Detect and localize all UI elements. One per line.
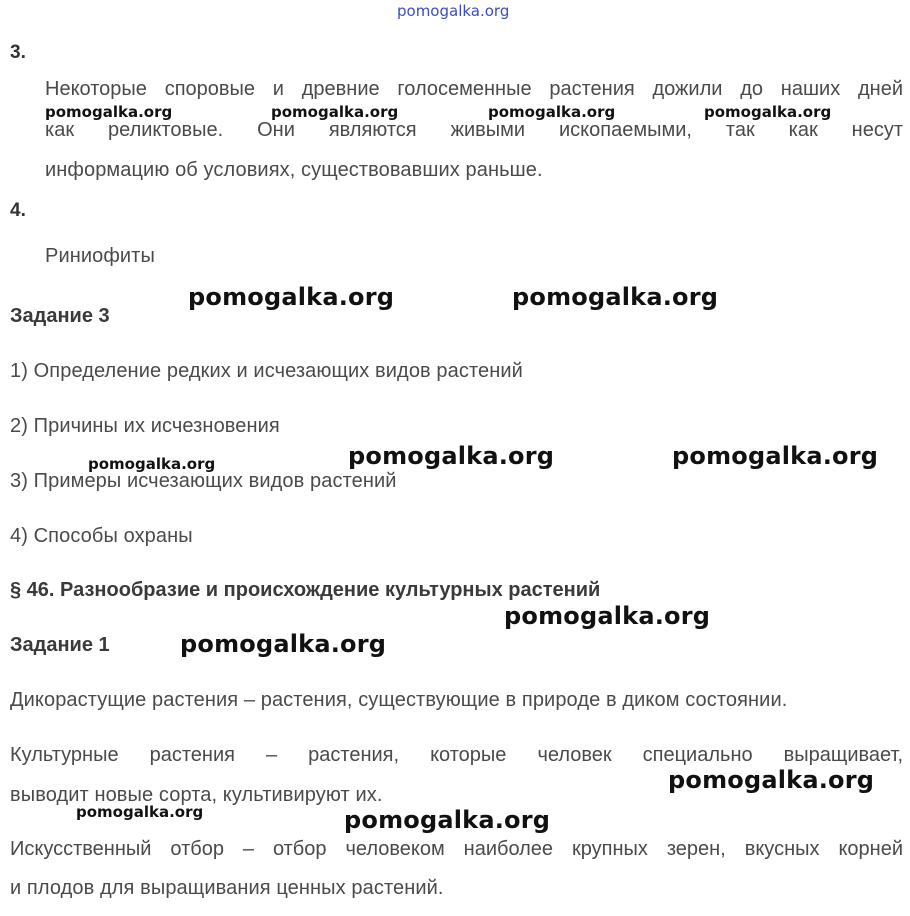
task1-title: Задание 1 [10, 634, 110, 656]
q4-answer: Риниофиты [45, 245, 155, 267]
question-number-3: 3. [10, 42, 26, 63]
section-46-title: § 46. Разнообразие и происхождение культурных растений [10, 579, 601, 601]
question-number-4: 4. [10, 200, 26, 221]
watermark: pomogalka.org [271, 103, 399, 121]
q3-line-3: информацию об условиях, существовавших раньше. [45, 159, 543, 181]
watermark: pomogalka.org [504, 602, 711, 630]
task3-title: Задание 3 [10, 305, 110, 327]
watermark: pomogalka.org [672, 442, 879, 470]
q3-line-1: Некоторые споровые и древние голосеменные растения дожили до наших дней [45, 78, 903, 100]
task3-item-4: 4) Способы охраны [10, 525, 193, 547]
task3-item-3: 3) Примеры исчезающих видов растений [10, 470, 397, 492]
watermark: pomogalka.org [488, 103, 616, 121]
watermark: pomogalka.org [180, 630, 387, 658]
task3-item-1: 1) Определение редких и исчезающих видов растений [10, 360, 523, 382]
task1-paragraph-3-line-1: Искусственный отбор – отбор человеком наиболее крупных зерен, вкусных корней [10, 838, 903, 860]
top-watermark: pomogalka.org [397, 2, 510, 20]
q3-line-2: как реликтовые. Они являются живыми ископаемыми, так как несут [45, 119, 903, 141]
task3-item-2: 2) Причины их исчезновения [10, 415, 280, 437]
watermark: pomogalka.org [88, 455, 216, 473]
task1-paragraph-2-line-2: выводит новые сорта, культивируют их. [10, 784, 383, 806]
watermark: pomogalka.org [344, 806, 551, 834]
watermark: pomogalka.org [668, 766, 875, 794]
watermark: pomogalka.org [704, 103, 832, 121]
task1-paragraph-1: Дикорастущие растения – растения, существующие в природе в диком состоянии. [10, 689, 788, 711]
watermark: pomogalka.org [188, 283, 395, 311]
task1-paragraph-2-line-1: Культурные растения – растения, которые человек специально выращивает, [10, 744, 903, 766]
watermark: pomogalka.org [348, 442, 555, 470]
task1-paragraph-3-line-2: и плодов для выращивания ценных растений. [10, 877, 444, 899]
watermark: pomogalka.org [45, 103, 173, 121]
watermark: pomogalka.org [512, 283, 719, 311]
watermark: pomogalka.org [76, 803, 204, 821]
